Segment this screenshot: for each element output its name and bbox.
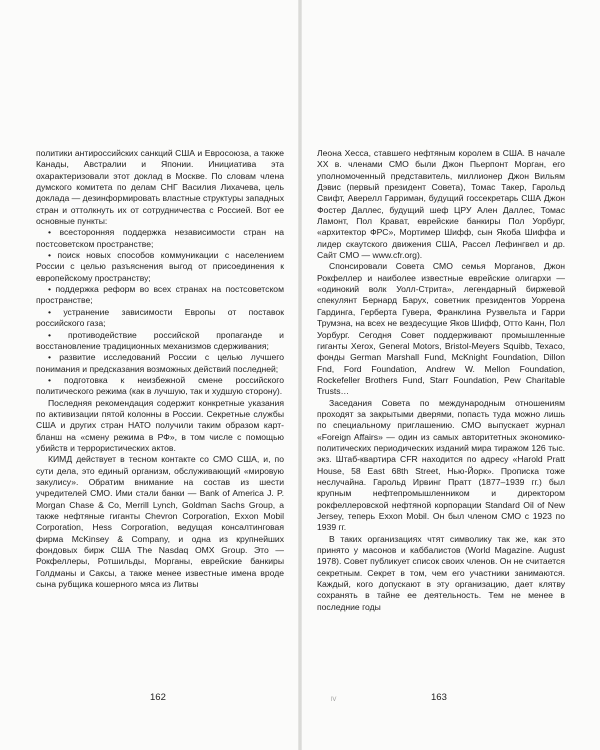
paragraph: В таких организациях чтят символику так же, как это принято у масонов и каббалистов (World Magazine. August 1978). Совет публикует список своих членов. Он не считается секретным. Секрет в том, чем его участники занимаются. Каждый, кого допускают в эту организацию, дает клятву сохранять в тайне ее деятельность. Тем не менее в последние годы bbox=[317, 533, 565, 612]
paragraph: Заседания Совета по международным отношениям проходят за закрытыми дверями, попасть туда можно лишь по специальному приглашению. СМО выпускает журнал «Foreign Affairs» — один из самых авторитетных экономико-политических периодических изданий мира тиражом 126 тыс. экз. Штаб-квартира CFR находится по адресу «Harold Pratt House, 58 East 68th Street, Нью-Йорк». Прописка тоже неслучайна. Гарольд Ирвинг Пратт (1877–1939 гг.) был крупным нефтепромышленником и директором рокфеллеровской нефтяной корпорации Standard Oil of New Jersey, теперь Exxon Mobil. Он был членом СМО с 1923 по 1939 гг. bbox=[317, 397, 565, 533]
footer-mark: lV bbox=[331, 697, 337, 703]
bullet-item: • противодействие российской пропаганде и восстановление традиционных механизмов сдерживания; bbox=[36, 329, 284, 351]
left-page-text bbox=[36, 148, 284, 590]
bullet-item: • всесторонняя поддержка независимости стран на постсоветском пространстве; bbox=[36, 227, 284, 249]
bullet-item: • поиск новых способов коммуникации с населением России с целью разъяснения выгод от присоединения к европейскому пространству; bbox=[36, 250, 284, 283]
right-page-text bbox=[317, 148, 565, 613]
bullet-item: • подготовка к неизбежной смене российского политического режима (как в лучшую, так и худшую сторону). bbox=[36, 374, 284, 397]
bullet-item: • устранение зависимости Европы от поставок российского газа; bbox=[36, 306, 284, 329]
paragraph: Леона Хесса, ставшего нефтяным королем в США. В начале XX в. членами СМО были Джон Пьерпонт Морган, его уполномоченный представитель, миллионер Джон Вильям Дэвис (первый президент Совета), Томас Такер, Гарольд Свифт, Аверелл Гарриман, будущий госсекретарь США Джон Фостер Даллес, будущий шеф ЦРУ Ален Даллес, Томас Ламонт, Пол Кравaт, еврейские банкиры Пол Уорбург, «архитектор ФРС», Мортимер Шифф, сын Якоба Шиффа и лидер скаутского движения США, Рассел Лефингвел и др. Сайт СМО — www.cfr.org). bbox=[317, 148, 565, 261]
bullet-item: • развитие исследований России с целью лучшего понимания и предсказания возможных действий последней; bbox=[36, 352, 284, 374]
bullet-item: • поддержка реформ во всех странах на постсоветском пространстве; bbox=[36, 284, 284, 306]
left-page-number: 162 bbox=[150, 692, 166, 703]
book-gutter bbox=[298, 0, 302, 750]
paragraph: КИМД действует в тесном контакте со СМО США, и, по сути дела, это единый организм, обслуживающий «мировую закулису». Обратим внимание на состав из шести учредителей СМО. Ими стали банки — Bank of America J. P. Morgan Chase & Co, Merrill Lynch, Goldman Sachs Group, а также нефтяные гиганты Chevron Corporation, Exxon Mobil Corporation, Hess Corporation, ведущая консалтинговая фирма McKinsey & Company, и одна из крупнейших фондовых бирж США The Nasdaq OMX Group. Это — Рокфеллеры, Ротшильды, Морганы, еврейские банкиры Голдманы и Саксы, а также менее известные имена вроде сына рубщика кошерного мяса из Литвы bbox=[36, 454, 284, 590]
paragraph: Спонсировали Совета СМО семья Морганов, Джон Рокфеллер и наиболее известные еврейские олигархи — «одинокий волк Уолл-Стрита», легендарный биржевой спекулянт Бернард Барух, советник президентов Уоррена Гардинга, Герберта Гувера, Франклина Рузвельта и Гарри Трумэна, на всех не вездесущие Яков Шифф, Отто Канн, Пол Уорбург. Сегодня Совет поддерживают промышленные гиганты Xerox, General Motors, Bristol-Meyers Squibb, Texaco, фонды German Marshall Fund, McKnight Foundation, Dillon Fnd, Ford Foundation, Andrew W. Mellon Foundation, Rockefeller Brothers Fund, Starr Foundation, Pew Charitable Trusts… bbox=[317, 261, 565, 397]
paragraph: политики антироссийских санкций США и Евросоюза, а также Канады, Австралии и Японии. Инициатива эта охарактеризовали этот доклад в Москве. По словам члена думского комитета по делам СНГ Василия Лихачева, цель доклада — дезинформировать властные структуры западных стран и оттолкнуть их от сотрудничества с Россией. Вот ее основные пункты: bbox=[36, 148, 284, 227]
paragraph: Последняя рекомендация содержит конкретные указания по активизации пятой колонны в России. Секретные службы США и других стран НАТО получили таким образом карт-бланш на «смену режима в РФ», в том числе с помощью убийств и террористических актов. bbox=[36, 397, 284, 453]
right-page-number: 163 bbox=[431, 692, 447, 703]
